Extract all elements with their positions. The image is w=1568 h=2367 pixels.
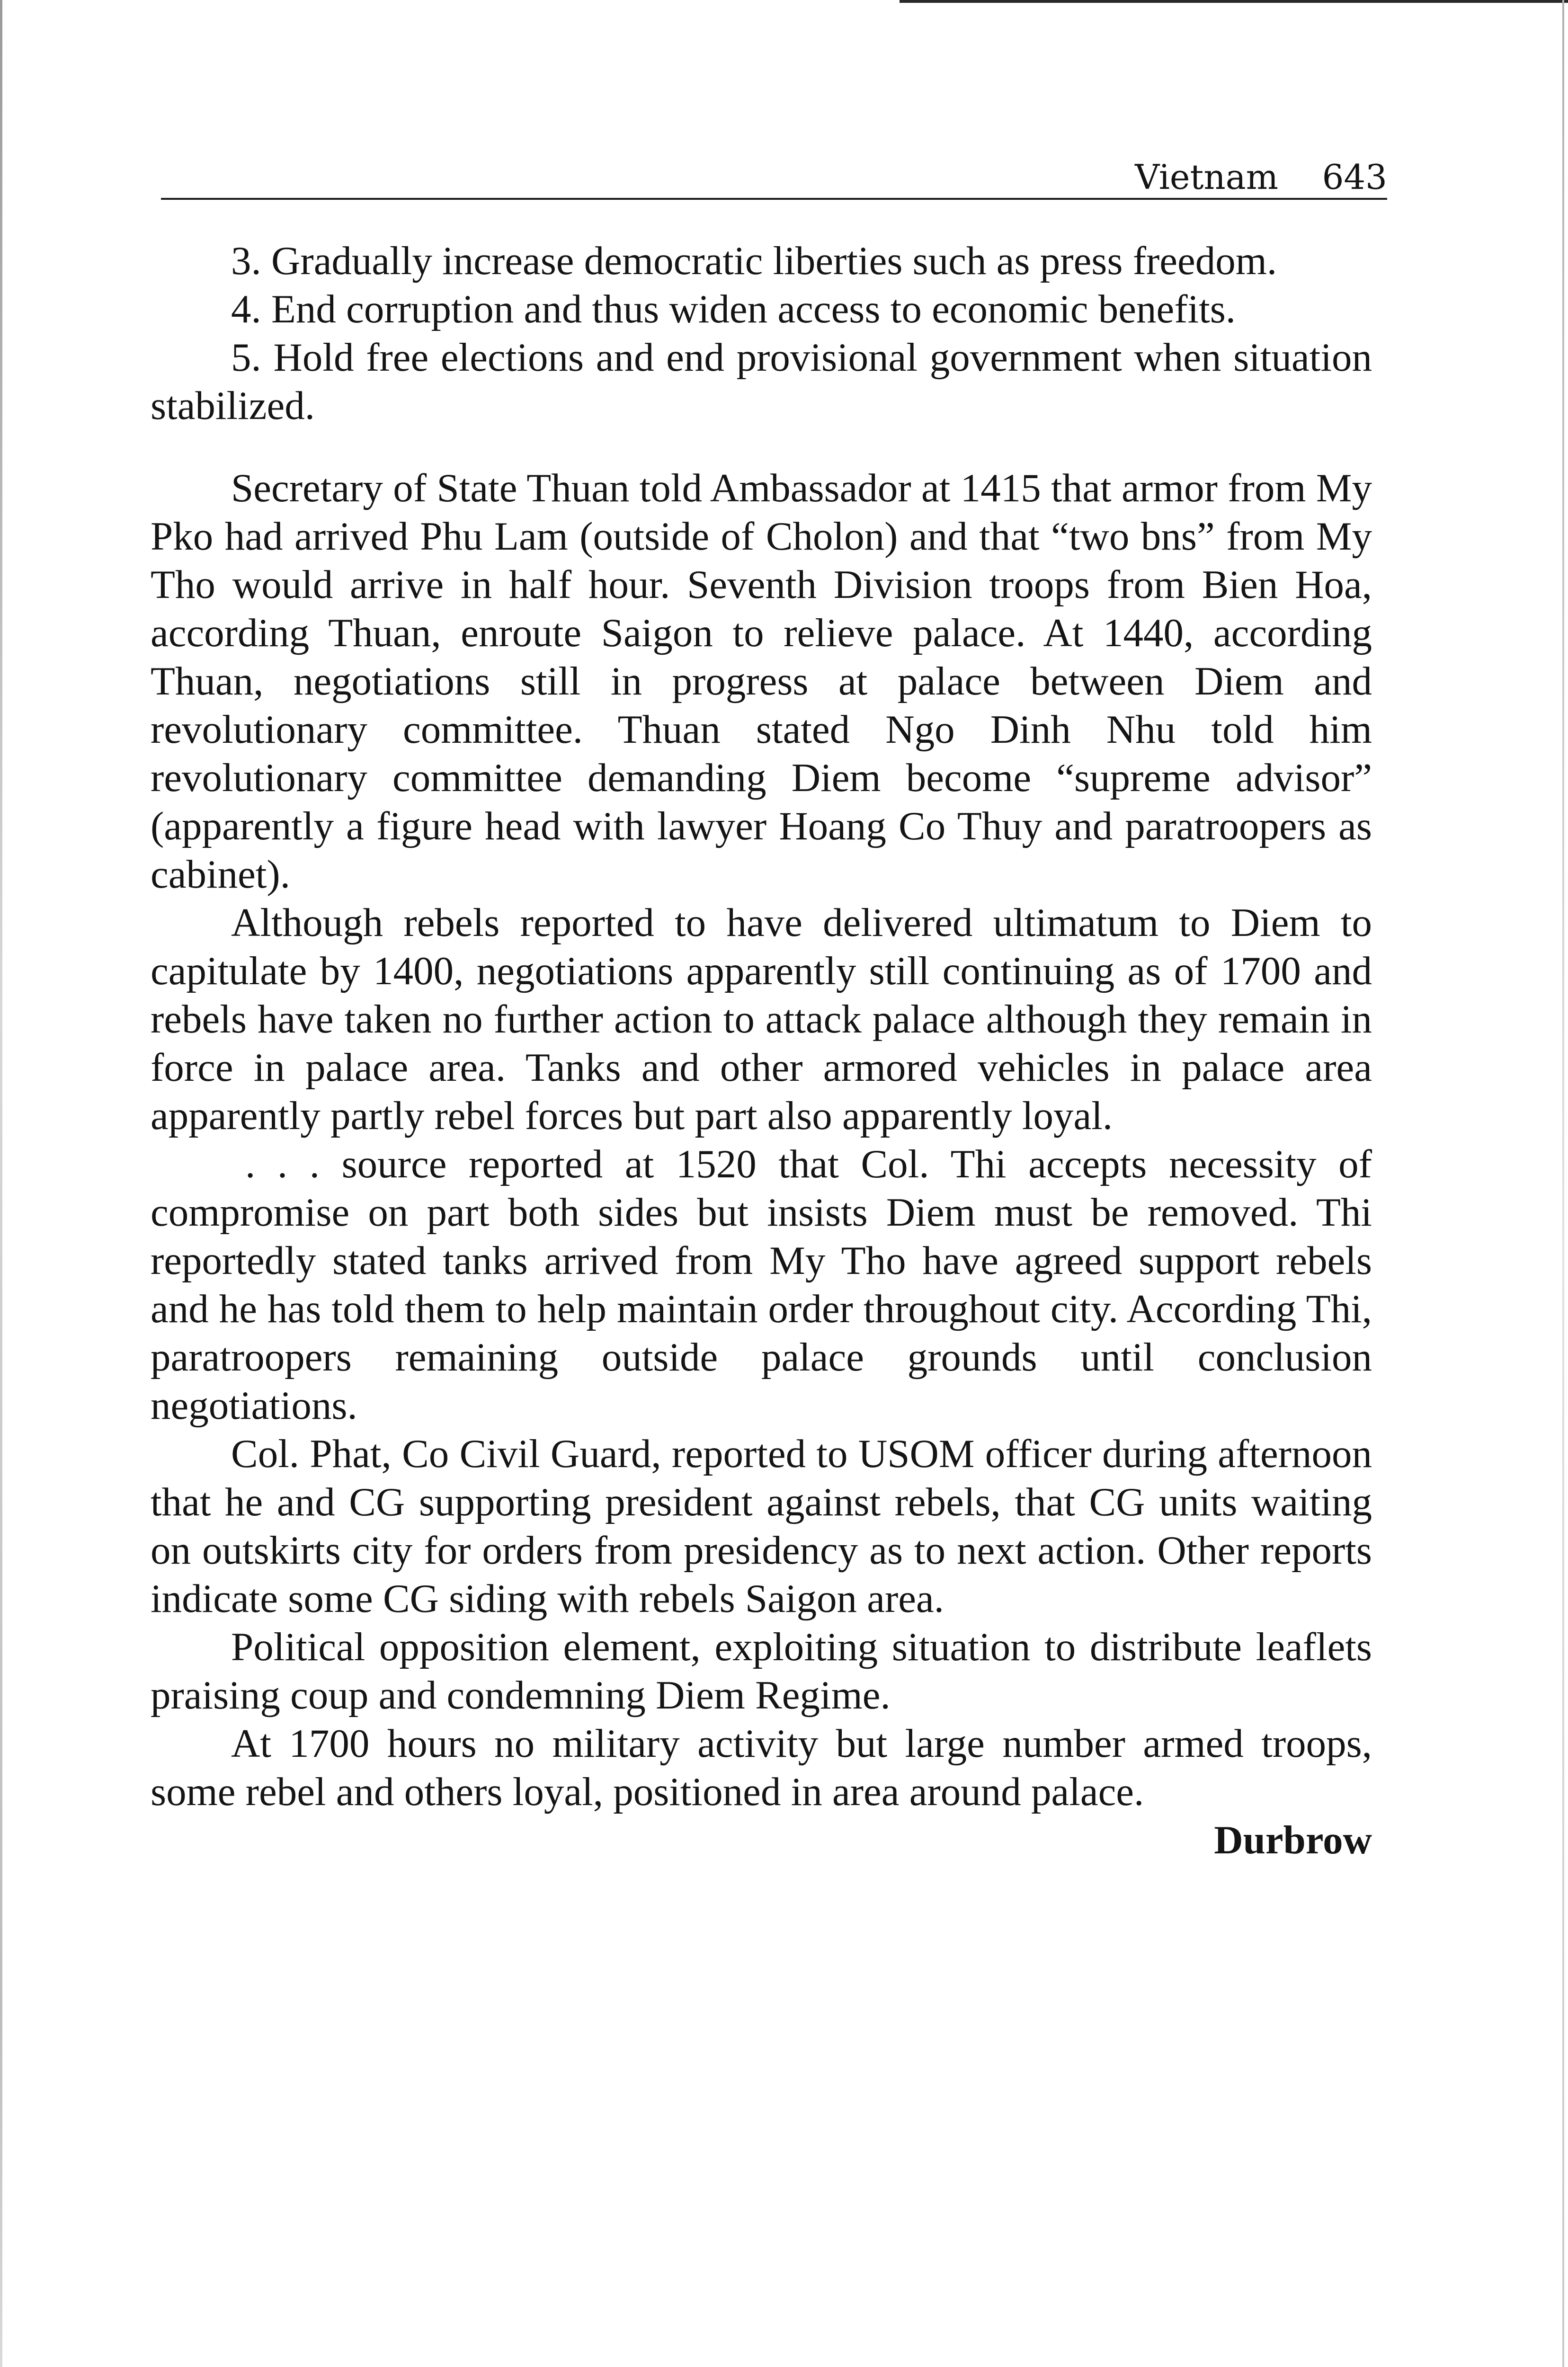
page-body [151, 237, 1372, 1864]
paragraph: Secretary of State Thuan told Ambassador at 1415 that armor from My Pko had arrived Phu Lam (outside of Cholon) and that “two bns” from My Tho would arrive in half hour. Seventh Division troops from Bien Hoa, according Thuan, enroute Saigon to relieve palace. At 1440, according Thuan, negotiations still in progress at palace between Diem and revolutionary committee. Thuan stated Ngo Dinh Nhu told him revolutionary committee demanding Diem become “supreme advisor” (apparently a figure head with lawyer Hoang Co Thuy and paratroopers as cabinet). [151, 466, 1372, 897]
page-number: 643 [1322, 157, 1387, 197]
running-title: Vietnam [1135, 157, 1278, 197]
scan-edge-left [0, 0, 2, 2367]
running-head [161, 142, 1387, 200]
paragraph: Col. Phat, Co Civil Guard, reported to USOM officer during afternoon that he and CG supporting president against rebels, that CG units waiting on outskirts city for orders from presidency as to next action. Other reports indicate some CG siding with rebels Saigon area. [151, 1432, 1372, 1621]
list-item: 5. Hold free elections and end provisional government when situation stabilized. [151, 335, 1372, 428]
scan-edge-top [900, 0, 1568, 3]
signature: Durbrow [1214, 1818, 1372, 1862]
paragraph: . . . source reported at 1520 that Col. Thi accepts necessity of compromise on part both sides but insists Diem must be removed. Thi reportedly stated tanks arrived from My Tho have agreed support rebels and he has told them to help maintain order throughout city. According Thi, paratroopers remaining outside palace grounds until conclusion negotiations. [151, 1142, 1372, 1428]
section-gap [151, 430, 1372, 464]
list-item: 4. End corruption and thus widen access to economic benefits. [231, 287, 1236, 331]
paragraph: Although rebels reported to have delivered ultimatum to Diem to capitulate by 1400, negotiations apparently still continuing as of 1700 and rebels have taken no further action to attack palace although they remain in force in palace area. Tanks and other armored vehicles in palace area apparently partly rebel forces but part also apparently loyal. [151, 900, 1372, 1138]
list-item: 3. Gradually increase democratic liberties such as press freedom. [231, 239, 1277, 283]
paragraph: At 1700 hours no military activity but large number armed troops, some rebel and others loyal, positioned in area around palace. [151, 1721, 1372, 1814]
scan-edge-right [1562, 0, 1564, 2367]
paragraph: Political opposition element, exploiting situation to distribute leaflets praising coup and condemning Diem Regime. [151, 1625, 1372, 1717]
